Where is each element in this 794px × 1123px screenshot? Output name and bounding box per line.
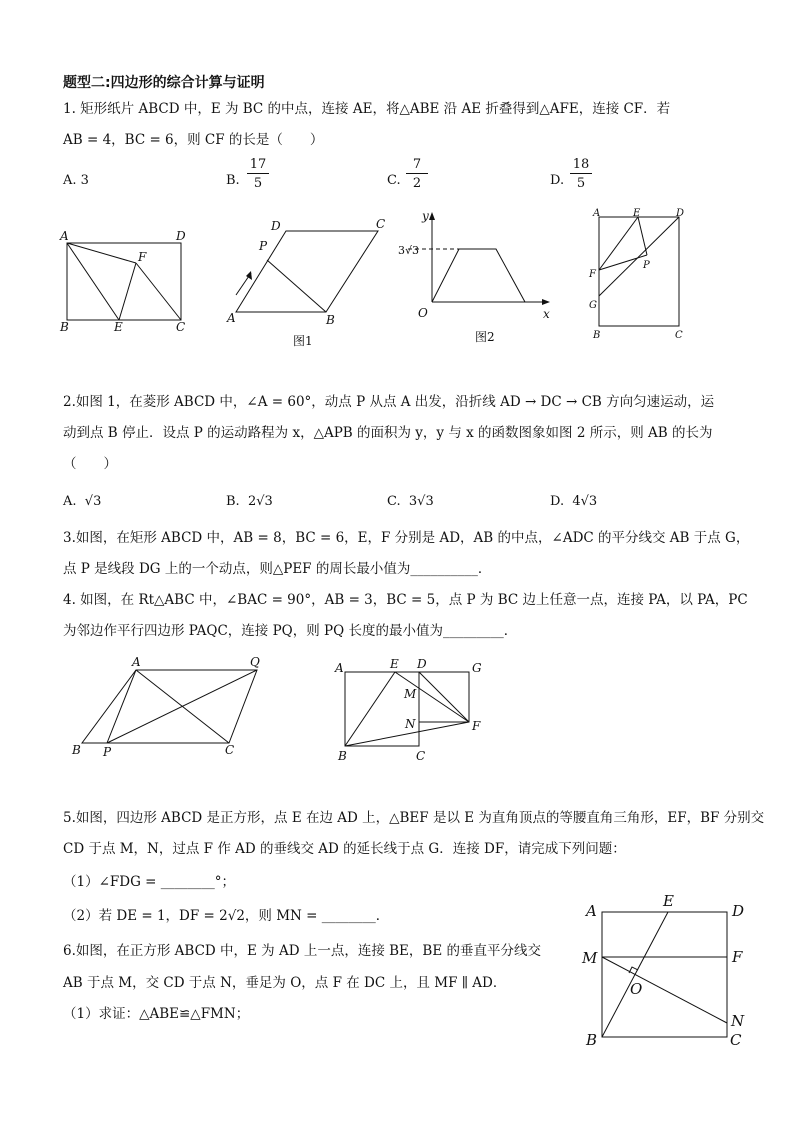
squares-DF — [419, 672, 469, 722]
q2-line1: 2.如图 1，在菱形 ABCD 中，∠A = 60°，动点 P 从点 A 出发，沿折线 AD → DC → CB 方向匀速运动，运 — [63, 394, 715, 410]
q6-line1: 6.如图，在正方形 ABCD 中，E 为 AD 上一点，连接 BE，BE 的垂直平分线交 — [63, 943, 541, 959]
para-label-P: P — [103, 745, 112, 759]
graph-label-ytick: 3√3 — [398, 244, 420, 257]
q6-label-M: M — [582, 949, 598, 967]
q4-line1: 4. 如图，在 Rt△ABC 中，∠BAC = 90°，AB = 3，BC = 5，点 P 为 BC 边上任意一点，连接 PA，以 PA，PC — [63, 592, 748, 608]
para-label-A: A — [132, 655, 141, 669]
para-QP — [107, 670, 257, 743]
rhombus-outline — [236, 231, 378, 312]
q1-option-b-label: B. — [226, 173, 240, 188]
q1-option-c-fraction: $\frac{7}{2}$ — [406, 158, 428, 190]
q6-label-O: O — [630, 980, 643, 998]
rhombus-label-C: C — [376, 217, 386, 231]
q6-label-F: F — [732, 948, 743, 966]
rect2-FP — [599, 255, 647, 270]
q1-option-b-fraction: $\frac{17}{5}$ — [247, 158, 269, 190]
q5-line2: CD 于点 M，N，过点 F 作 AD 的垂线交 AD 的延长线于点 G．连接 DF，请完成下列问题： — [63, 841, 626, 857]
squares-label-G: G — [472, 661, 482, 675]
rect2-label-B: B — [593, 330, 601, 341]
squares-label-B: B — [338, 749, 347, 763]
rhombus-label-D: D — [271, 219, 281, 233]
squares-label-D: D — [417, 657, 427, 671]
section-title: 题型二:四边形的综合计算与证明 — [63, 75, 265, 91]
q4-line2: 为邻边作平行四边形 PAQC，连接 PQ，则 PQ 长度的最小值为_________． — [63, 623, 518, 639]
q6-label-E: E — [663, 892, 674, 910]
rect1-label-A: A — [60, 229, 69, 243]
rect2-EF — [599, 217, 638, 270]
squares-label-C: C — [416, 749, 426, 763]
rect2-label-F: F — [589, 269, 596, 280]
rect2-label-P: P — [643, 260, 650, 271]
graph-x-arrow — [542, 299, 550, 305]
q5-part2: （2）若 DE = 1，DF = 2√2，则 MN = ________． — [63, 908, 390, 924]
graph-label-y: y — [422, 209, 429, 223]
rect1-AE — [67, 243, 119, 320]
squares-BE — [345, 672, 395, 746]
q6-MN — [602, 957, 727, 1023]
q1-option-a: A. 3 — [63, 173, 89, 188]
figure1-caption: 图1 — [293, 334, 313, 348]
q6-label-D: D — [732, 902, 745, 920]
q1-option-c-label: C. — [387, 173, 401, 188]
rhombus-PB — [267, 260, 326, 312]
rect2-DG — [599, 217, 679, 296]
rect2-label-E: E — [633, 208, 641, 219]
q5-part1: （1）∠FDG = ________°； — [63, 874, 236, 890]
rect2-label-A: A — [593, 208, 601, 219]
q6-label-B: B — [586, 1031, 598, 1049]
rect1-FC — [136, 263, 181, 320]
squares-label-E: E — [390, 657, 399, 671]
q1-option-d-fraction: $\frac{18}{5}$ — [570, 158, 592, 190]
q6-square — [602, 912, 727, 1037]
q2-option-b: B. 2√3 — [226, 494, 273, 509]
q1-line1: 1. 矩形纸片 ABCD 中，E 为 BC 的中点，连接 AE，将△ABE 沿 AE 折叠得到△AFE，连接 CF．若 — [63, 101, 671, 117]
graph-trapezoid — [432, 249, 525, 302]
q6-label-A: A — [586, 902, 597, 920]
q2-option-d: D. 4√3 — [550, 494, 598, 509]
rhombus-label-B: B — [326, 313, 335, 327]
figure-q6 — [570, 890, 760, 1050]
squares-label-N: N — [405, 717, 416, 731]
q1-line2: AB = 4，BC = 6，则 CF 的长是（ ） — [63, 132, 324, 148]
rect1-FE — [119, 263, 136, 320]
q5-line1: 5.如图，四边形 ABCD 是正方形，点 E 在边 AD 上，△BEF 是以 E 为直角顶点的等腰直角三角形，EF，BF 分别交 — [63, 810, 765, 826]
q6-part1: （1）求证：△ABE≌△FMN； — [63, 1006, 250, 1022]
q2-line2: 动到点 B 停止．设点 P 的运动路程为 x，△APB 的面积为 y，y 与 x 的函数图象如图 2 所示，则 AB 的长为 — [63, 425, 713, 441]
figures-row1 — [0, 200, 794, 360]
graph-label-x: x — [543, 307, 550, 321]
rect1-outline — [67, 243, 181, 320]
squares-ABCD — [345, 672, 419, 746]
rect1-label-D: D — [176, 229, 186, 243]
rect2-label-G: G — [589, 300, 597, 311]
para-AP — [107, 670, 136, 743]
q2-option-a: A. √3 — [63, 494, 102, 509]
squares-label-A: A — [335, 661, 344, 675]
rhombus-label-A: A — [227, 311, 236, 325]
rect1-AF — [67, 243, 136, 263]
q6-line2: AB 于点 M，交 CD 于点 N，垂足为 O，点 F 在 DC 上，且 MF ∥ AD． — [63, 975, 507, 991]
para-label-B: B — [72, 743, 81, 757]
rect1-label-C: C — [176, 320, 186, 334]
rect1-label-B: B — [60, 320, 69, 334]
figure2-caption: 图2 — [475, 330, 495, 344]
figures-row2 — [0, 650, 794, 770]
q2-line3: （ ） — [63, 456, 117, 472]
para-outline — [82, 670, 257, 743]
q6-label-C: C — [730, 1031, 742, 1049]
rect2-outline — [599, 217, 679, 326]
graph-label-O: O — [418, 306, 428, 320]
q3-line2: 点 P 是线段 DG 上的一个动点，则△PEF 的周长最小值为__________． — [63, 561, 492, 577]
q2-option-c: C. 3√3 — [387, 494, 434, 509]
rect2-label-C: C — [675, 330, 683, 341]
q6-label-N: N — [731, 1012, 745, 1030]
squares-label-F: F — [472, 719, 481, 733]
q3-line1: 3.如图，在矩形 ABCD 中，AB = 8，BC = 6，E，F 分别是 AD，AB 的中点，∠ADC 的平分线交 AB 于点 G， — [63, 530, 750, 546]
rect1-label-F: F — [138, 250, 147, 264]
rhombus-label-P: P — [259, 239, 268, 253]
graph-y-arrow — [429, 212, 435, 220]
q1-option-d-label: D. — [550, 173, 565, 188]
para-label-C: C — [225, 743, 235, 757]
rect1-label-E: E — [114, 320, 123, 334]
para-label-Q: Q — [250, 655, 260, 669]
squares-label-M: M — [404, 687, 417, 701]
rect2-label-D: D — [676, 208, 685, 219]
